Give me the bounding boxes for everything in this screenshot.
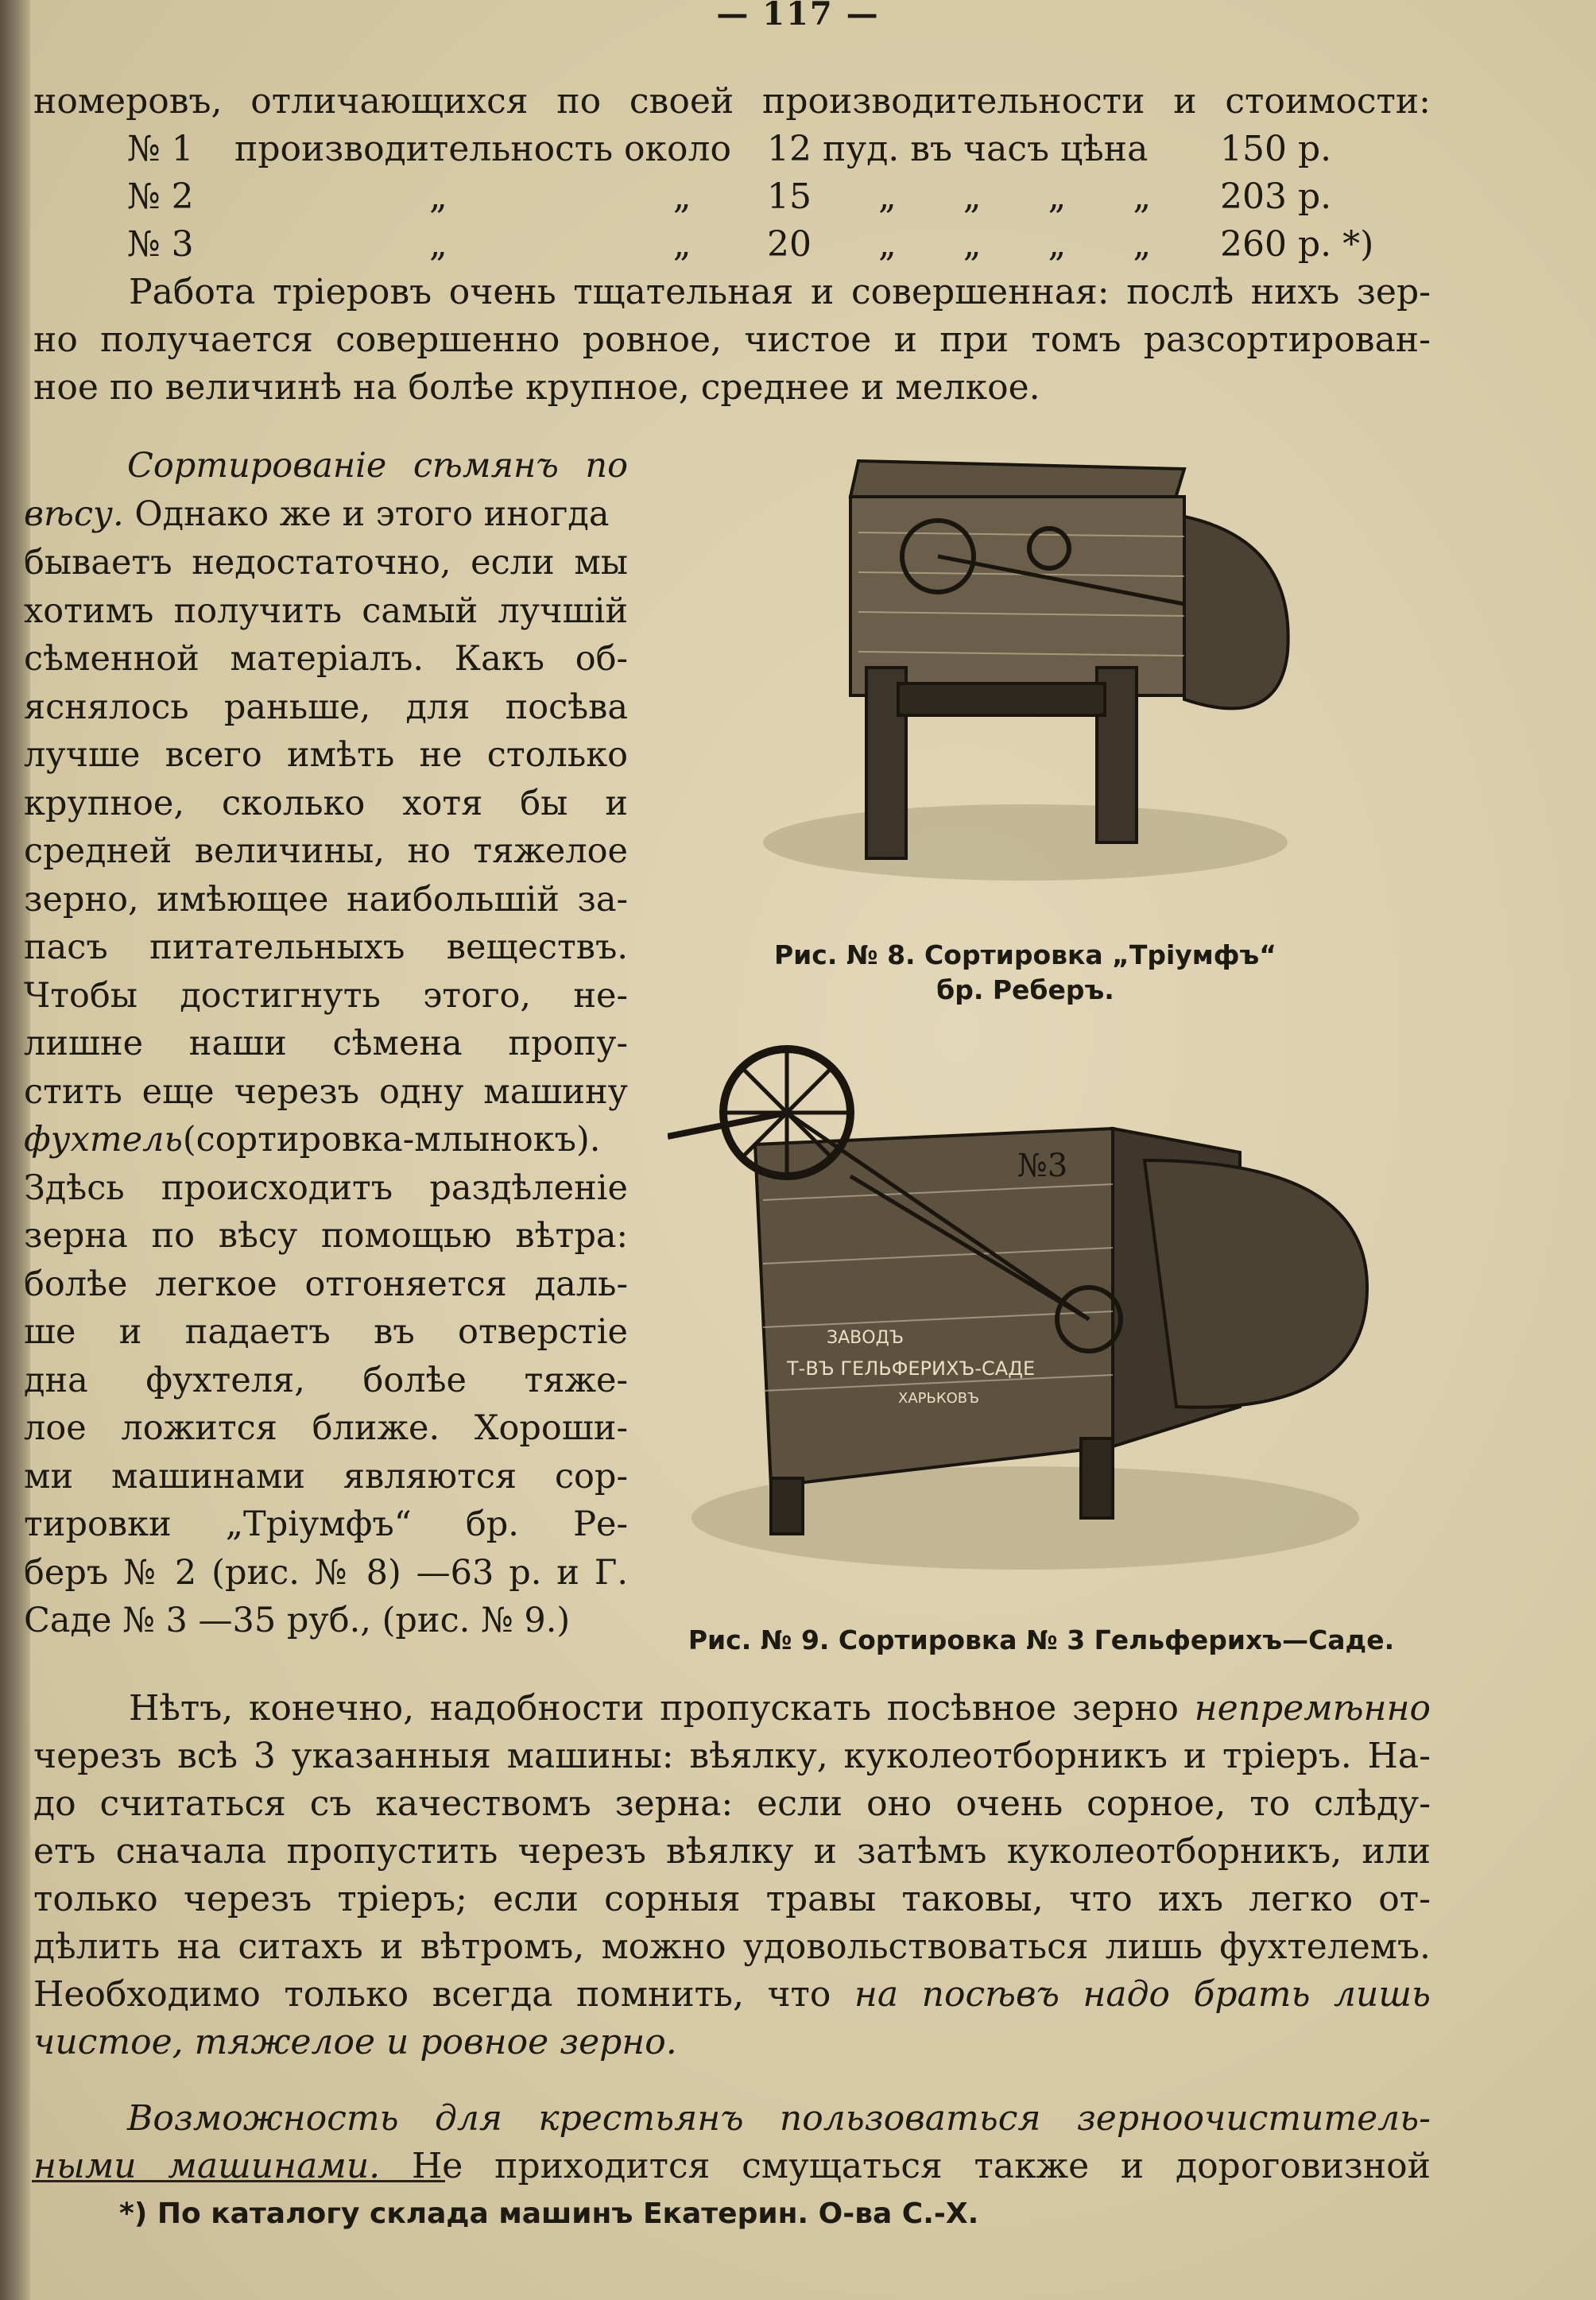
para1-line-2: но получается совершенно ровное, чистое и при томъ разсортирован-	[33, 319, 1431, 360]
narrow-line-0	[24, 490, 628, 539]
caption-line: бр. Реберъ.	[936, 974, 1114, 1005]
narrow-line: лишне наши сѣмена пропу-	[24, 1024, 628, 1063]
para1-line-1: Работа тріеровъ очень тщательная и совершенная: послѣ нихъ зер-	[129, 272, 1431, 312]
row-num: № 2	[127, 176, 194, 217]
row-num: № 3	[127, 224, 194, 265]
row-price: 260 р. *)	[1220, 224, 1374, 265]
footnote-rule	[32, 2180, 445, 2182]
figure-8-caption	[739, 938, 1311, 1008]
para2-final: чистое, тяжелое и ровное зерно.	[33, 2022, 677, 2062]
narrow-line: ше и падаетъ въ отверстіе	[24, 1312, 628, 1352]
intro-line: номеровъ, отличающихся по своей производительности и стоимости:	[33, 81, 1431, 122]
narrow-text: Однако же и этого иногда	[134, 494, 610, 534]
row-amount: 12 пуд. въ часъ цѣна	[767, 129, 1149, 169]
caption-line: Рис. № 8. Сортировка „Тріумфъ“	[773, 939, 1276, 970]
para2-line: только черезъ тріеръ; если сорныя травы таковы, что ихъ легко от-	[33, 1879, 1431, 1919]
narrow-line: лучше всего имѣть не столько	[24, 735, 628, 775]
narrow-line: зерно, имѣющее наибольшій за-	[24, 879, 628, 920]
plate-line-3: ХАРЬКОВЪ	[898, 1390, 980, 1407]
plate-line-1: ЗАВОДЪ	[827, 1328, 905, 1348]
narrow-line: дна фухтеля, болѣе тяже-	[24, 1360, 628, 1400]
figure-9-number: №3	[1017, 1148, 1068, 1184]
para3-rest: Не приходится смущаться также и дороговизной	[411, 2146, 1431, 2186]
row-price: 150 р.	[1220, 129, 1332, 169]
para2-line: етъ сначала пропустить черезъ вѣялку и затѣмъ куколеотборникъ, или	[33, 1831, 1431, 1872]
para2-line: черезъ всѣ 3 указанныя машины: вѣялку, куколеотборникъ и тріеръ. На-	[33, 1736, 1431, 1776]
narrow-text: (сортировка-млынокъ).	[182, 1120, 601, 1160]
narrow-line: сѣменной матеріалъ. Какъ об-	[24, 639, 628, 679]
para3-heading-2: ными машинами.	[33, 2146, 381, 2186]
narrow-line: ми машинами являются сор-	[24, 1456, 628, 1497]
narrow-line: Чтобы достигнуть этого, не-	[24, 975, 628, 1016]
figure-9-helferich-sade-sorter	[668, 1033, 1383, 1582]
para2-last-start: Необходимо только всегда помнить, что	[33, 1974, 831, 2015]
narrow-line: зерна по вѣсу помощью вѣтра:	[24, 1216, 628, 1256]
narrow-line: Саде № 3 —35 руб., (рис. № 9.)	[24, 1601, 571, 1640]
row-amount: 15 „ „ „ „	[767, 176, 1152, 217]
row-label: производительность около	[234, 129, 731, 169]
row-label: „ „	[429, 176, 691, 217]
plate-line-2: Т-ВЪ ГЕЛЬФЕРИХЪ-САДЕ	[787, 1357, 1036, 1380]
narrow-line: крупное, сколько хотя бы и	[24, 783, 628, 823]
row-amount: 20 „ „ „ „	[767, 224, 1152, 265]
narrow-line: яснялось раньше, для посѣва	[24, 687, 628, 727]
sorting-heading-2: вѣсу.	[24, 494, 124, 534]
narrow-line: пасъ питательныхъ веществъ.	[24, 927, 628, 967]
para2-line: до считаться съ качествомъ зерна: если оно очень сорное, то слѣду-	[33, 1783, 1431, 1824]
para2-emph: непремѣнно	[1194, 1688, 1431, 1729]
narrow-line: болѣе легкое отгоняется даль-	[24, 1264, 628, 1304]
figure-9-caption: Рис. № 9. Сортировка № 3 Гельферихъ—Саде.	[688, 1624, 1395, 1655]
fuchtel-term: фухтель	[24, 1120, 183, 1160]
narrow-line: хотимъ получить самый лучшій	[24, 590, 628, 631]
narrow-line	[24, 1116, 628, 1164]
figure-8-triumph-sorter	[739, 445, 1311, 890]
row-num: № 1	[127, 129, 194, 169]
narrow-line: беръ № 2 (рис. № 8) —63 р. и Г.	[24, 1552, 628, 1593]
narrow-line: стить еще черезъ одну машину	[24, 1071, 628, 1112]
para3-heading: Возможность для крестьянъ пользоваться зерноочиститель-	[127, 2098, 1431, 2139]
row-label: „ „	[429, 224, 691, 265]
narrow-line: средней величины, но тяжелое	[24, 831, 628, 871]
para2-line-1	[129, 1685, 1431, 1733]
narrow-line: Здѣсь происходитъ раздѣленіе	[24, 1167, 628, 1208]
row-price: 203 р.	[1220, 176, 1332, 217]
para2-start: Нѣтъ, конечно, надобности пропускать посѣвное зерно	[129, 1688, 1180, 1729]
narrow-line: лое ложится ближе. Хороши-	[24, 1408, 628, 1448]
para3-line-2	[33, 2143, 1431, 2190]
footnote: *) По каталогу склада машинъ Екатерин. О-ва С.-Х.	[119, 2197, 979, 2230]
para2-last-line	[33, 1971, 1431, 2019]
para1-line-3: ное по величинѣ на болѣе крупное, среднее и мелкое.	[33, 367, 1040, 408]
page-number: — 117 —	[716, 0, 880, 33]
narrow-line: тировки „Тріумфъ“ бр. Ре-	[24, 1504, 628, 1544]
sorting-heading: Сортированіе сѣмянъ по	[127, 446, 628, 486]
para2-last-emph: на посѣвъ надо брать лишь	[854, 1974, 1431, 2015]
para2-line: дѣлить на ситахъ и вѣтромъ, можно удовольствоваться лишь фухтелемъ.	[33, 1926, 1431, 1967]
narrow-line: бываетъ недостаточно, если мы	[24, 543, 628, 583]
